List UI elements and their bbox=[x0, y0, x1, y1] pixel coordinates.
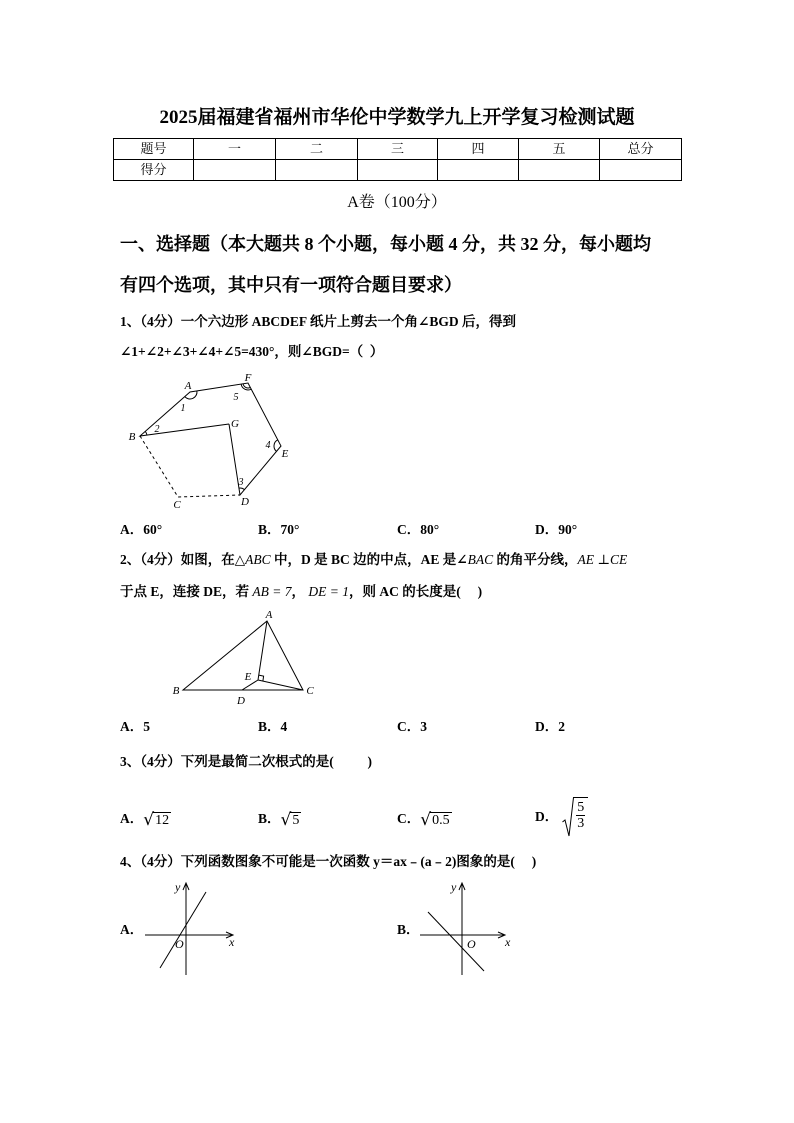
point-label-d: D bbox=[237, 695, 245, 707]
q2-text-seg: ，则 AC 的长度是( ) bbox=[348, 584, 483, 599]
point-label-g: G bbox=[231, 418, 239, 430]
score-header-cell: 总分 bbox=[600, 139, 682, 160]
score-cell-empty bbox=[358, 160, 438, 181]
q2-option-a: A．5 bbox=[120, 719, 150, 734]
angle-label-2: 2 bbox=[154, 424, 160, 435]
x-axis-label: x bbox=[229, 935, 235, 949]
option-letter: C． bbox=[397, 811, 421, 826]
q1-hexagon-figure bbox=[125, 372, 295, 512]
hexagon-solid-edges bbox=[140, 383, 281, 495]
radical bbox=[420, 811, 451, 829]
y-axis-label: y bbox=[451, 880, 457, 894]
section-heading-line1: 一、选择题（本大题共 8 个小题，每小题 4 分，共 32 分，每小题均 bbox=[120, 234, 651, 254]
segment-ae bbox=[258, 621, 267, 680]
angle-3-arc bbox=[239, 488, 245, 490]
radicand: 12 bbox=[155, 813, 170, 828]
point-label-d: D bbox=[241, 496, 249, 508]
point-label-b: B bbox=[172, 685, 180, 697]
q2-option-d: D．2 bbox=[535, 719, 565, 734]
score-header-cell: 二 bbox=[276, 139, 358, 160]
q3-option-b bbox=[258, 805, 301, 829]
hexagon-dashed-edges bbox=[140, 436, 240, 497]
angle-label-1: 1 bbox=[180, 403, 186, 414]
score-table-score-row bbox=[114, 160, 682, 181]
score-header-cell: 一 bbox=[194, 139, 276, 160]
score-table bbox=[113, 138, 682, 181]
segment-ec bbox=[258, 680, 303, 690]
angle-label-4: 4 bbox=[265, 440, 271, 451]
sqrt-icon: √ bbox=[143, 810, 155, 830]
y-axis-label: y bbox=[175, 880, 181, 894]
sqrt-icon: √ bbox=[280, 810, 292, 830]
q1-text-line1: 1、（4分）一个六边形 ABCDEF 纸片上剪去一个角∠BGD 后，得到 bbox=[120, 314, 516, 329]
option-letter: D． bbox=[535, 809, 559, 824]
point-label-c: C bbox=[173, 499, 181, 511]
q2-text-line2 bbox=[120, 582, 482, 602]
score-header-cell: 四 bbox=[438, 139, 519, 160]
q2-text-seg: 2、（4分）如图，在△ bbox=[120, 552, 246, 567]
score-cell-empty bbox=[600, 160, 682, 181]
point-label-e: E bbox=[281, 448, 289, 460]
q2-text-line1 bbox=[120, 550, 627, 570]
point-label-b: B bbox=[128, 431, 136, 443]
q4-option-b-graph bbox=[416, 878, 516, 978]
q2-triangle-figure bbox=[168, 608, 318, 708]
fraction-numerator: 5 bbox=[577, 800, 585, 815]
angle-4-arc bbox=[274, 440, 278, 452]
q2-math-seg: ABC bbox=[245, 552, 271, 567]
q4-option-a-graph bbox=[140, 878, 240, 978]
q2-text-seg: ， bbox=[291, 584, 309, 599]
q2-math-seg: AB = 7 bbox=[252, 584, 292, 599]
exam-title: 2025届福建省福州市华伦中学数学九上开学复习检测试题 bbox=[159, 107, 635, 128]
q1-text-line2: ∠1+∠2+∠3+∠4+∠5=430°，则∠BGD=（ ） bbox=[120, 344, 384, 359]
radicand: 5 bbox=[292, 813, 300, 828]
q1-option-b: B．70° bbox=[258, 522, 300, 537]
fraction-denominator: 3 bbox=[577, 816, 585, 831]
angle-label-3: 3 bbox=[238, 477, 244, 488]
volume-label: A卷（100分） bbox=[347, 194, 447, 211]
score-header-cell: 三 bbox=[358, 139, 438, 160]
score-row-label: 得分 bbox=[114, 160, 194, 181]
score-header-cell: 题号 bbox=[114, 139, 194, 160]
option-letter: B． bbox=[258, 811, 281, 826]
score-cell-empty bbox=[276, 160, 358, 181]
radical bbox=[143, 811, 171, 829]
score-cell-empty bbox=[194, 160, 276, 181]
q2-text-seg: 于点 E，连接 DE，若 bbox=[120, 584, 253, 599]
q4-option-b-letter: B． bbox=[397, 922, 420, 937]
q3-text: 3、（4分）下列是最简二次根式的是( ) bbox=[120, 754, 372, 769]
score-cell-empty bbox=[519, 160, 600, 181]
point-label-e: E bbox=[244, 671, 252, 683]
point-label-f: F bbox=[244, 372, 252, 384]
q3-option-d bbox=[535, 796, 588, 838]
function-line bbox=[160, 892, 206, 968]
point-label-a: A bbox=[184, 380, 192, 392]
q1-option-d: D．90° bbox=[535, 522, 578, 537]
q2-text-seg: 的角平分线， bbox=[493, 552, 578, 567]
q2-math-seg: BAC bbox=[467, 552, 494, 567]
radical bbox=[281, 811, 302, 829]
q3-option-c bbox=[397, 805, 452, 829]
q4-text: 4、（4分）下列函数图象不可能是一次函数 y＝ax﹣(a﹣2)图象的是( ) bbox=[120, 854, 537, 869]
q2-math-seg: AE ⊥CE bbox=[577, 552, 628, 567]
triangle-abc bbox=[183, 621, 303, 690]
sqrt-icon: √ bbox=[420, 810, 432, 830]
angle-label-5: 5 bbox=[233, 392, 239, 403]
q3-option-a bbox=[120, 805, 171, 829]
origin-label: O bbox=[467, 937, 476, 951]
radical-fraction bbox=[562, 797, 588, 837]
q2-option-c: C．3 bbox=[397, 719, 427, 734]
option-letter: A． bbox=[120, 811, 144, 826]
point-label-a: A bbox=[265, 609, 273, 621]
origin-label: O bbox=[175, 937, 184, 951]
q2-math-seg: DE = 1 bbox=[308, 584, 349, 599]
x-axis-label: x bbox=[505, 935, 511, 949]
point-label-c: C bbox=[306, 685, 314, 697]
radicand: 0.5 bbox=[432, 813, 450, 828]
score-cell-empty bbox=[438, 160, 519, 181]
fraction bbox=[573, 797, 588, 831]
score-header-cell: 五 bbox=[519, 139, 600, 160]
score-table-header-row bbox=[114, 139, 682, 160]
q2-option-b: B．4 bbox=[258, 719, 288, 734]
q4-option-a-letter: A． bbox=[120, 922, 144, 937]
q1-option-a: A．60° bbox=[120, 522, 163, 537]
section-heading-line2: 有四个选项，其中只有一项符合题目要求） bbox=[120, 275, 462, 295]
angle-2-arc bbox=[145, 431, 147, 435]
q2-text-seg: 中，D 是 BC 边的中点，AE 是∠ bbox=[270, 552, 468, 567]
q1-option-c: C．80° bbox=[397, 522, 440, 537]
